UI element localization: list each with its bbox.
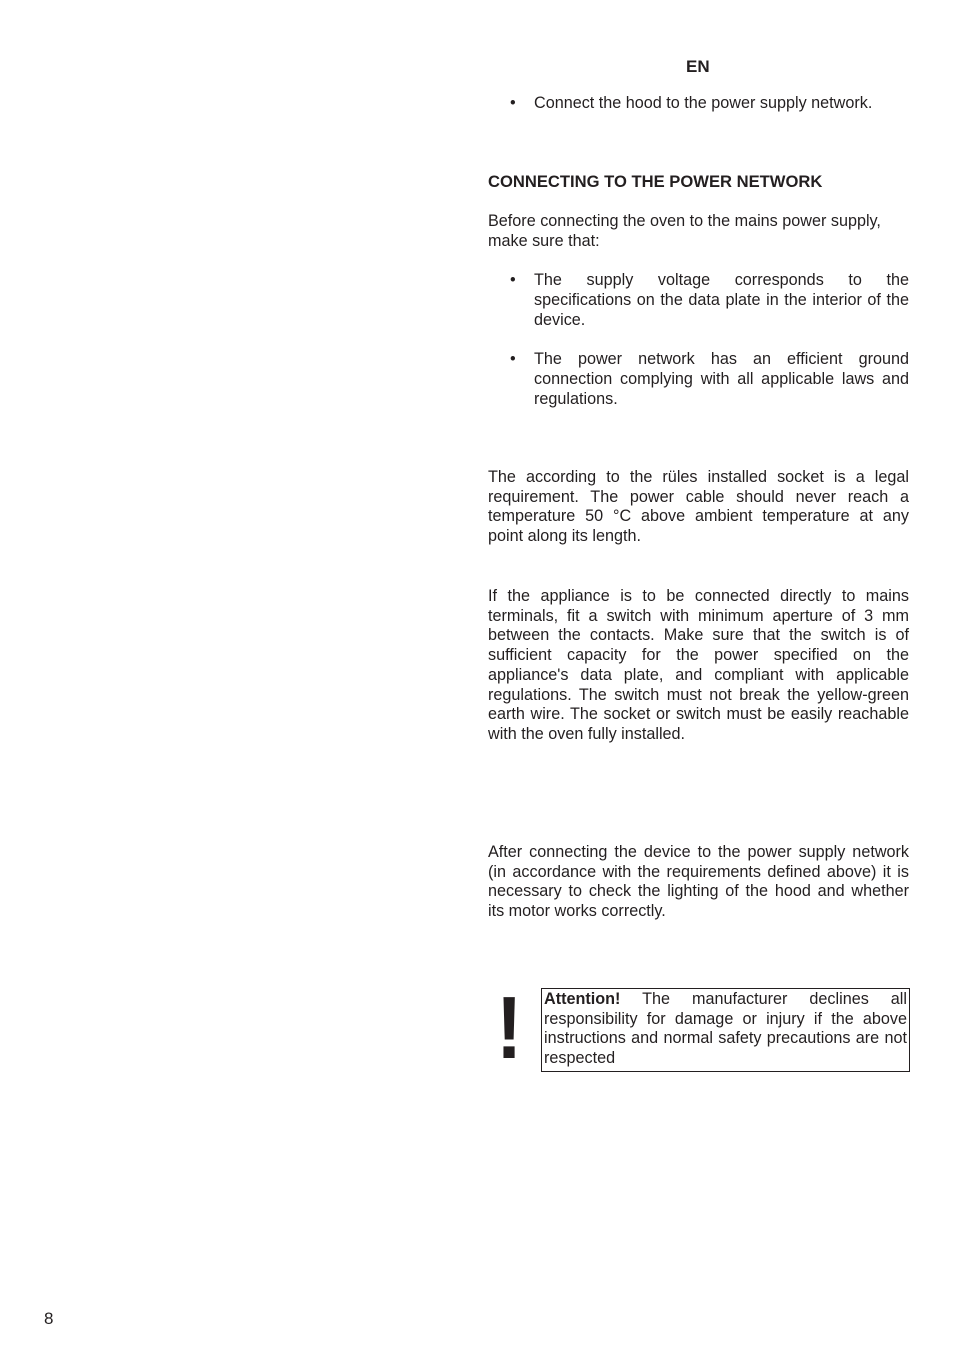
bullet-marker: • bbox=[510, 350, 516, 368]
page-number: 8 bbox=[44, 1309, 54, 1328]
language-label: EN bbox=[686, 57, 710, 76]
switch-paragraph: If the appliance is to be connected directly to mains terminals, fit a switch with minimum aperture of 3 mm between the contacts. Make sure that the switch is of sufficient capacity for the power specified on the appliance's data plate, and compliant with applicable regulations. The switch must not break the yellow-green earth wire. The socket or switch must be easily reachable with the oven fully installed. bbox=[488, 587, 909, 743]
exclamation-icon: ! bbox=[496, 978, 523, 1077]
intro-paragraph: Before connecting the oven to the mains power supply, make sure that: bbox=[488, 212, 881, 250]
warning-text: The manufacturer declines all responsibility for damage or injury if the above instructions and normal safety precautions are not respected bbox=[544, 990, 907, 1068]
bullet-marker: • bbox=[510, 271, 516, 289]
warning-label: Attention! bbox=[544, 990, 621, 1008]
bullet-marker: • bbox=[510, 94, 516, 112]
list-item: The power network has an efficient ground connection complying with all applicable laws and regulations. bbox=[534, 350, 909, 408]
warning-box bbox=[541, 988, 910, 1072]
connect-hood-instruction: Connect the hood to the power supply network. bbox=[534, 94, 873, 112]
socket-paragraph: The according to the rüles installed socket is a legal requirement. The power cable should never reach a temperature 50 °C above ambient temperature at any point along its length. bbox=[488, 468, 909, 546]
after-connecting-paragraph: After connecting the device to the power supply network (in accordance with the requirements defined above) it is necessary to check the lighting of the hood and whether its motor works correctly. bbox=[488, 843, 909, 921]
section-heading: CONNECTING TO THE POWER NETWORK bbox=[488, 172, 823, 191]
list-item: The supply voltage corresponds to the specifications on the data plate in the interior of the device. bbox=[534, 271, 909, 329]
